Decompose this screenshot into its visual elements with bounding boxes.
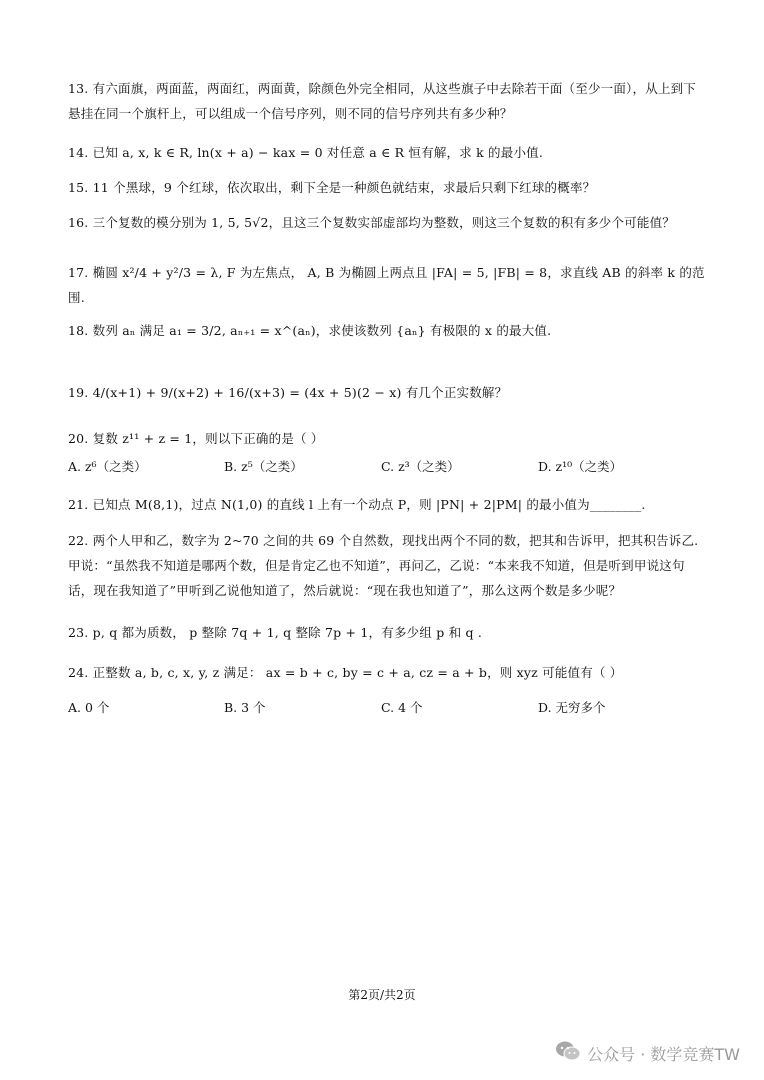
- question-19: 19. 4/(x+1) + 9/(x+2) + 16/(x+3) = (4x + 5)(2 − x) 有几个正实数解？: [68, 385, 508, 400]
- q20-option-d: D. z¹⁰（之类）: [538, 459, 623, 474]
- question-20: 20. 复数 z¹¹ + z = 1，则以下正确的是（ ）: [68, 431, 324, 446]
- question-18: 18. 数列 aₙ 满足 a₁ = 3/2, aₙ₊₁ = x^(aₙ)，求使该数列 {aₙ} 有极限的 x 的最大值.: [68, 323, 552, 338]
- question-16: 16. 三个复数的模分别为 1, 5, 5√2，且这三个复数实部虚部均为整数，则这三个复数的积有多少个可能值？: [68, 215, 675, 230]
- q20-option-b: B. z⁵（之类）: [224, 459, 303, 474]
- question-21: 21. 已知点 M(8,1)，过点 N(1,0) 的直线 l 上有一个动点 P，则 |PN| + 2|PM| 的最小值为________.: [68, 497, 646, 512]
- question-23: 23. p, q 都为质数， p 整除 7q + 1, q 整除 7p + 1，有多少组 p 和 q .: [68, 625, 483, 640]
- q20-option-c: C. z³（之类）: [381, 459, 460, 474]
- wechat-icon: [555, 1040, 581, 1066]
- q24-option-c: C. 4 个: [381, 700, 423, 715]
- question-24: 24. 正整数 a, b, c, x, y, z 满足： ax = b + c, by = c + a, cz = a + b，则 xyz 可能值有（ ）: [68, 665, 623, 680]
- question-20-options: [68, 457, 708, 477]
- question-24-options: [68, 698, 708, 718]
- question-14: 14. 已知 a, x, k ∈ R, ln(x + a) − kax = 0 对任意 a ∈ R 恒有解，求 k 的最小值.: [68, 145, 544, 160]
- q20-option-a: A. z⁶（之类）: [68, 459, 147, 474]
- page-footer: 第2页/共2页: [348, 988, 416, 1002]
- question-22: 22. 两个人甲和乙，数字为 2~70 之间的共 69 个自然数，现找出两个不同的数，把其和告诉甲，把其积告诉乙.甲说：“虽然我不知道是哪两个数，但是肯定乙也不知道”，再问乙，乙说：“本来我不知道，但是听到甲说这句话，现在我知道了”甲听到乙说他知道了，然后就说：“现在我也知道了”，那么这两个数是多少呢？: [68, 533, 699, 598]
- q24-option-b: B. 3 个: [224, 700, 266, 715]
- question-17: 17. 椭圆 x²/4 + y²/3 = λ, F 为左焦点， A, B 为椭圆上两点且 |FA| = 5, |FB| = 8，求直线 AB 的斜率 k 的范围.: [68, 265, 705, 305]
- q24-option-a: A. 0 个: [68, 700, 110, 715]
- watermark-text: 公众号 · 数学竞赛TW: [587, 1044, 740, 1064]
- question-15: 15. 11 个黑球，9 个红球，依次取出，剩下全是一种颜色就结束，求最后只剩下红球的概率？: [68, 180, 596, 195]
- q24-option-d: D. 无穷多个: [538, 700, 606, 715]
- question-13: 13. 有六面旗，两面蓝，两面红，两面黄，除颜色外完全相同，从这些旗子中去除若干面（至少一面），从上到下悬挂在同一个旗杆上，可以组成一个信号序列，则不同的信号序列共有多少种？: [68, 81, 697, 121]
- watermark: [555, 1040, 740, 1066]
